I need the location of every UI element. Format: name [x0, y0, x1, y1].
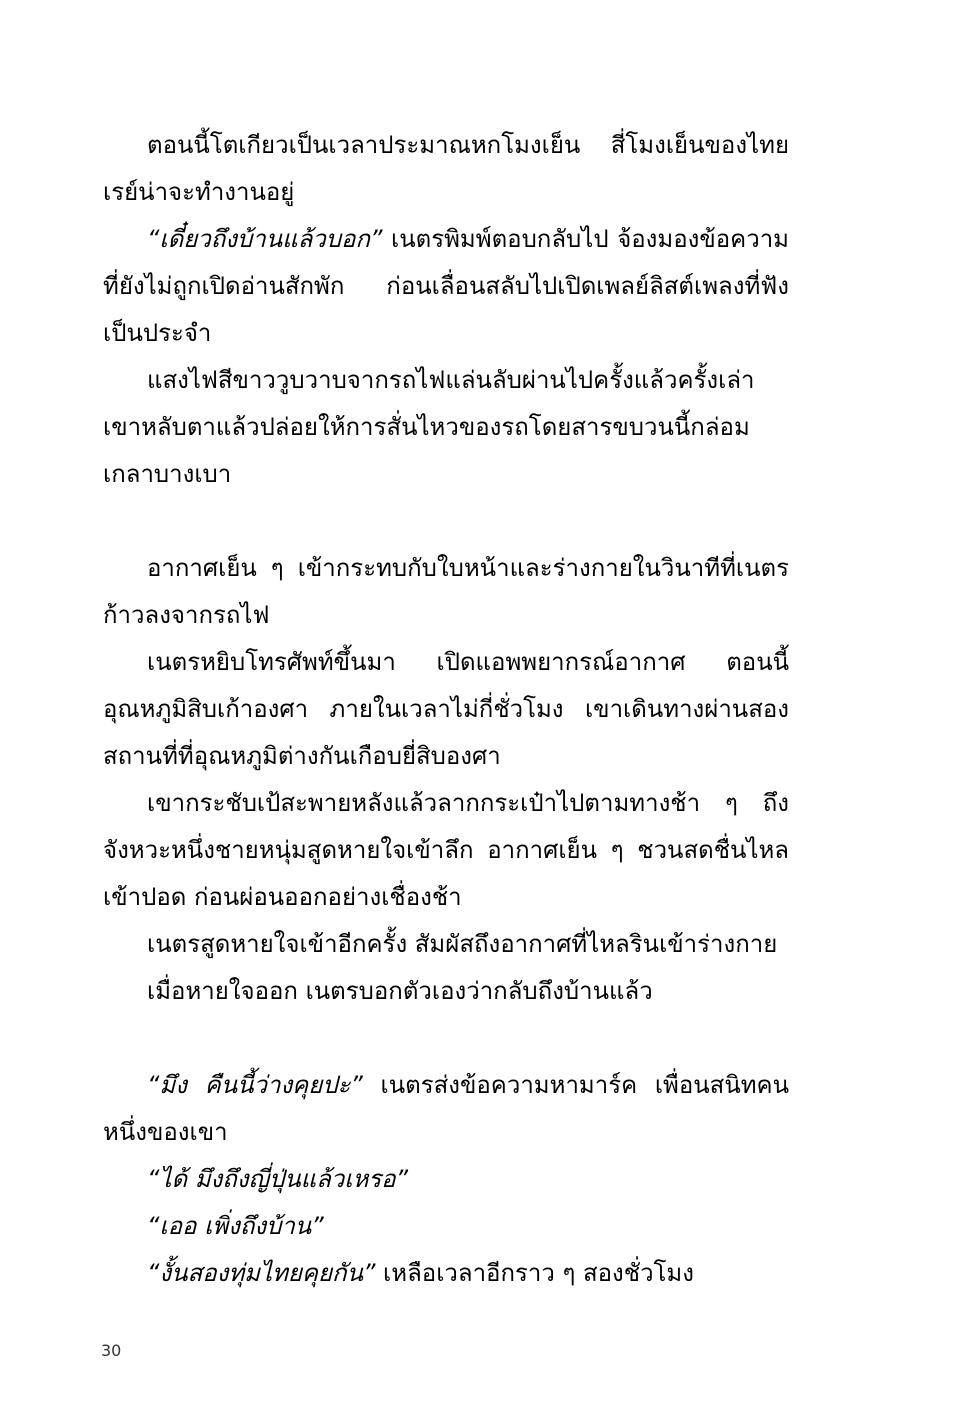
paragraph-text: เนตรส่งข้อความหามาร์ค เพื่อนสนิทคนหนึ่งของเขา — [103, 1071, 789, 1146]
dialogue-quote: “ได้ มึงถึงญี่ปุ่นแล้วเหรอ” — [147, 1165, 409, 1193]
paragraph-text: ตอนนี้โตเกียวเป็นเวลาประมาณหกโมงเย็น สี่โมงเย็นของไทย เรย์น่าจะทำงานอยู่ — [103, 131, 789, 206]
paragraph-11 — [103, 1203, 789, 1250]
paragraph-9 — [103, 1062, 789, 1156]
paragraph-1 — [103, 122, 789, 216]
paragraph-4 — [103, 545, 789, 639]
dialogue-quote: “เออ เพิ่งถึงบ้าน” — [147, 1212, 324, 1240]
paragraph-text: เนตรหยิบโทรศัพท์ขึ้นมา เปิดแอพพยากรณ์อากาศ ตอนนี้อุณหภูมิสิบเก้าองศา ภายในเวลาไม่กี่ชั่วโมง เขาเดินทางผ่านสองสถานที่ที่อุณหภูมิต่างกันเกือบยี่สิบองศา — [103, 648, 789, 770]
paragraph-text: แสงไฟสีขาววูบวาบจากรถไฟแล่นลับผ่านไปครั้งแล้วครั้งเล่า เขาหลับตาแล้วปล่อยให้การสั่นไหวของรถโดยสารขบวนนี้กล่อมเกลาบางเบา — [103, 366, 755, 488]
paragraph-text: เหลือเวลาอีกราว ๆ สองชั่วโมง — [375, 1259, 694, 1287]
paragraph-2 — [103, 216, 789, 357]
paragraph-3 — [103, 357, 789, 498]
paragraph-6 — [103, 780, 789, 921]
paragraph-text: เขากระชับเป้สะพายหลังแล้วลากกระเป๋าไปตามทางช้า ๆ ถึงจังหวะหนึ่งชายหนุ่มสูดหายใจเข้าลึก อากาศเย็น ๆ ชวนสดชื่นไหลเข้าปอด ก่อนผ่อนออกอย่างเชื่องช้า — [103, 789, 789, 911]
paragraph-8 — [103, 968, 789, 1015]
paragraph-text: เนตรสูดหายใจเข้าอีกครั้ง สัมผัสถึงอากาศที่ไหลรินเข้าร่างกาย — [147, 930, 778, 958]
page-number: 30 — [101, 1341, 122, 1360]
paragraph-10 — [103, 1156, 789, 1203]
paragraph-7 — [103, 921, 789, 968]
section-break — [103, 498, 789, 545]
paragraph-text: เมื่อหายใจออก เนตรบอกตัวเองว่ากลับถึงบ้านแล้ว — [147, 977, 653, 1005]
paragraph-12 — [103, 1250, 789, 1297]
paragraph-text: อากาศเย็น ๆ เข้ากระทบกับใบหน้าและร่างกายในวินาทีที่เนตรก้าวลงจากรถไฟ — [103, 554, 789, 629]
dialogue-quote: “เดี๋ยวถึงบ้านแล้วบอก” — [147, 225, 383, 253]
paragraph-text: เนตรพิมพ์ตอบกลับไป จ้องมองข้อความที่ยังไม่ถูกเปิดอ่านสักพัก ก่อนเลื่อนสลับไปเปิดเพลย์ลิสต์เพลงที่ฟังเป็นประจำ — [103, 225, 789, 347]
dialogue-quote: “งั้นสองทุ่มไทยคุยกัน” — [147, 1259, 376, 1287]
dialogue-quote: “มึง คืนนี้ว่างคุยปะ” — [147, 1071, 363, 1099]
paragraph-5 — [103, 639, 789, 780]
section-break — [103, 1015, 789, 1062]
body-text — [103, 122, 789, 1297]
